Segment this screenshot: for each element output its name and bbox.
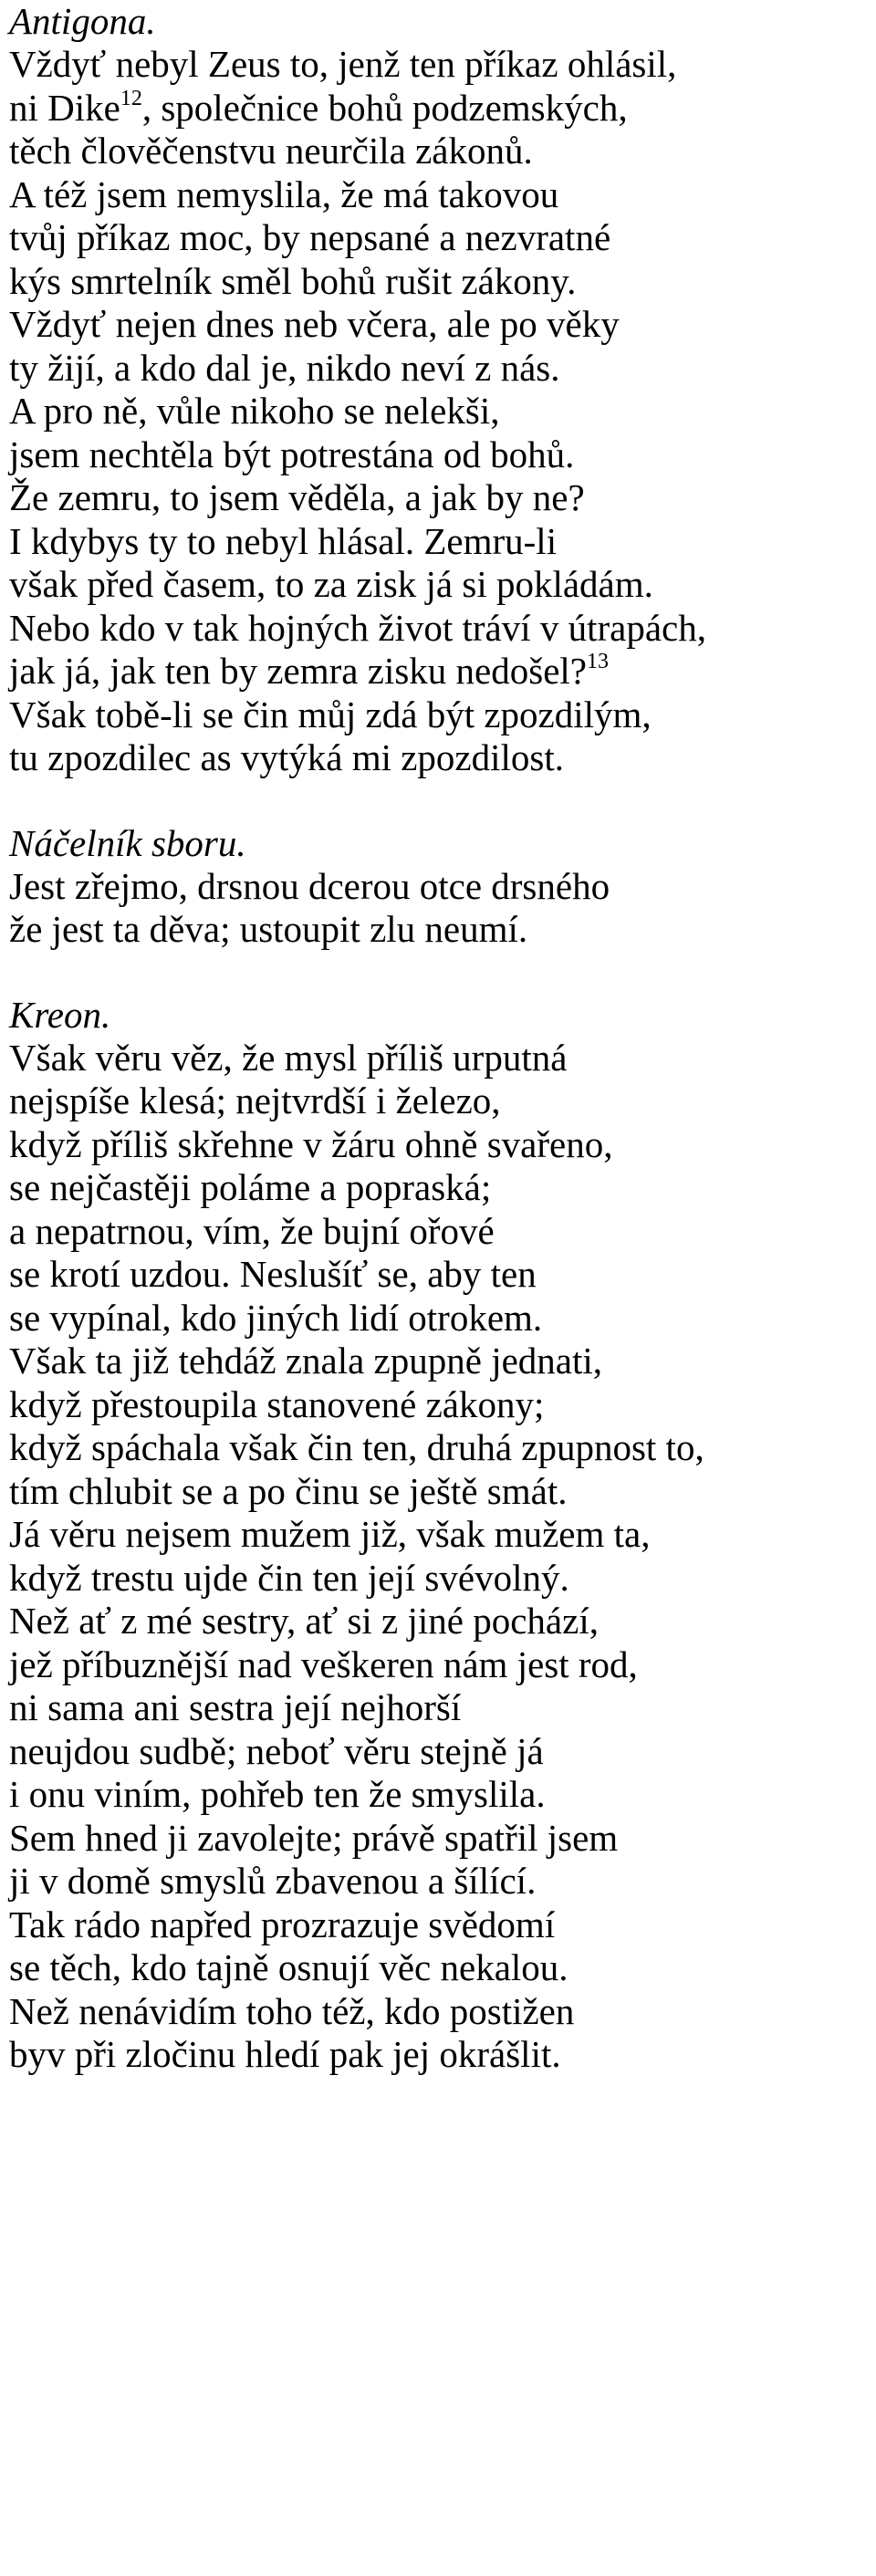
verse-text: Však věru věz, že mysl příliš urputná	[9, 1036, 568, 1079]
verse-line	[9, 1383, 876, 1427]
verse-line	[9, 908, 876, 952]
verse-line	[9, 1600, 876, 1643]
verse-text: A pro ně, vůle nikoho se nelekši,	[9, 390, 500, 432]
verse-text: Než nenávidím toho též, kdo postižen	[9, 1989, 575, 2032]
verse-text: Já věru nejsem mužem již, však mužem ta,	[9, 1513, 651, 1555]
verse-text: se krotí uzdou. Neslušíť se, aby ten	[9, 1253, 537, 1295]
verse-line	[9, 1773, 876, 1817]
verse-text: byv při zločinu hledí pak jej okrášlit.	[9, 2033, 561, 2075]
verse-line	[9, 1037, 876, 1080]
verse-text: Než ať z mé sestry, ať si z jiné pochází,	[9, 1600, 599, 1642]
verse-text: se nejčastěji poláme a popraská;	[9, 1166, 492, 1208]
verse-text: Že zemru, to jsem věděla, a jak by ne?	[9, 476, 585, 518]
footnote-marker: 12	[120, 86, 142, 110]
verse-line	[9, 563, 876, 607]
verse-line	[9, 607, 876, 651]
verse-line	[9, 1946, 876, 1990]
verse-text: a nepatrnou, vím, že bujní ořové	[9, 1209, 495, 1252]
verse-line	[9, 1643, 876, 1687]
verse-text: Sem hned ji zavolejte; právě spatřil jsem	[9, 1816, 619, 1859]
verse-text: ty žijí, a kdo dal je, nikdo neví z nás.	[9, 346, 560, 389]
verse-text: i onu viním, pohřeb ten že smyslila.	[9, 1773, 546, 1815]
verse-line	[9, 303, 876, 347]
verse-text: Vždyť nebyl Zeus to, jenž ten příkaz ohlásil,	[9, 43, 677, 85]
speaker-name: Kreon.	[9, 993, 111, 1036]
verse-line	[9, 1990, 876, 2034]
verse-text: Však tobě-li se čin můj zdá být zpozdilým,	[9, 693, 652, 735]
speaker-name: Antigona.	[9, 0, 156, 42]
verse-text: že jest ta děva; ustoupit zlu neumí.	[9, 908, 528, 950]
verse-text-continued: , společnice bohů podzemských,	[141, 86, 628, 129]
verse-line	[9, 1123, 876, 1167]
verse-line	[9, 433, 876, 477]
verse-line	[9, 1903, 876, 1947]
verse-line	[9, 1860, 876, 1903]
verse-text: neujdou sudbě; neboť věru stejně já	[9, 1729, 544, 1772]
verse-text: ni Dike	[9, 86, 120, 129]
verse-text: se vypínal, kdo jiných lidí otrokem.	[9, 1296, 543, 1339]
speaker-name: Náčelník sboru.	[9, 821, 246, 864]
verse-line	[9, 260, 876, 304]
verse-line	[9, 1210, 876, 1254]
verse-text: tím chlubit se a po činu se ještě smát.	[9, 1469, 568, 1512]
verse-line	[9, 1730, 876, 1774]
verse-text: ni sama ani sestra její nejhorší	[9, 1686, 462, 1728]
verse-line	[9, 130, 876, 173]
verse-text: tu zpozdilec as vytýká mi zpozdilost.	[9, 736, 565, 778]
verse-text: těch člověčenstvu neurčila zákonů.	[9, 130, 533, 172]
verse-text: však před časem, to za zisk já si pokládám.	[9, 563, 653, 605]
verse-line	[9, 1513, 876, 1557]
verse-text: ji v domě smyslů zbavenou a šílící.	[9, 1860, 537, 1902]
verse-line	[9, 347, 876, 391]
footnote-marker: 13	[586, 650, 609, 673]
speech-block	[9, 994, 876, 2077]
speech-block	[9, 822, 876, 952]
verse-text: Vždyť nejen dnes neb včera, ale po věky	[9, 303, 620, 345]
verse-line	[9, 650, 876, 694]
verse-line	[9, 1817, 876, 1861]
verse-line	[9, 87, 876, 130]
verse-line	[9, 43, 876, 87]
verse-line	[9, 1426, 876, 1470]
verse-line	[9, 694, 876, 737]
verse-text: jak já, jak ten by zemra zisku nedošel?	[9, 650, 587, 692]
verse-line	[9, 520, 876, 564]
verse-line	[9, 1470, 876, 1514]
verse-text: když trestu ujde čin ten její svévolný.	[9, 1556, 569, 1599]
verse-line	[9, 1253, 876, 1297]
verse-text: nejspíše klesá; nejtvrdší i železo,	[9, 1079, 501, 1121]
verse-line	[9, 390, 876, 433]
verse-line	[9, 173, 876, 217]
verse-text: tvůj příkaz moc, by nepsané a nezvratné	[9, 216, 611, 258]
verse-line	[9, 1297, 876, 1340]
verse-text: jež příbuznější nad veškeren nám jest rod,	[9, 1643, 638, 1685]
verse-text: jsem nechtěla být potrestána od bohů.	[9, 433, 575, 475]
verse-line	[9, 865, 876, 909]
verse-text: když spáchala však čin ten, druhá zpupnost to,	[9, 1426, 704, 1468]
verse-line	[9, 1557, 876, 1601]
verse-line	[9, 1340, 876, 1383]
verse-text: Nebo kdo v tak hojných život tráví v útrapách,	[9, 606, 706, 649]
verse-line	[9, 216, 876, 260]
verse-text: Tak rádo napřed prozrazuje svědomí	[9, 1903, 556, 1945]
verse-text: Jest zřejmo, drsnou dcerou otce drsného	[9, 864, 610, 907]
verse-text: když přestoupila stanovené zákony;	[9, 1382, 545, 1425]
verse-text: se těch, kdo tajně osnují věc nekalou.	[9, 1946, 568, 1988]
verse-line	[9, 1686, 876, 1730]
verse-line	[9, 2033, 876, 2077]
speech-block	[9, 0, 876, 780]
verse-line	[9, 476, 876, 520]
verse-line	[9, 1079, 876, 1123]
stanza-gap	[9, 780, 876, 822]
verse-text: kýs smrtelník směl bohů rušit zákony.	[9, 259, 577, 302]
verse-line	[9, 736, 876, 780]
verse-line	[9, 1166, 876, 1210]
verse-text: A též jsem nemyslila, že má takovou	[9, 172, 559, 215]
stanza-gap	[9, 952, 876, 994]
verse-text: Však ta již tehdáž znala zpupně jednati,	[9, 1340, 603, 1382]
verse-text: když příliš skřehne v žáru ohně svařeno,	[9, 1122, 613, 1165]
verse-text: I kdybys ty to nebyl hlásal. Zemru-li	[9, 519, 558, 562]
